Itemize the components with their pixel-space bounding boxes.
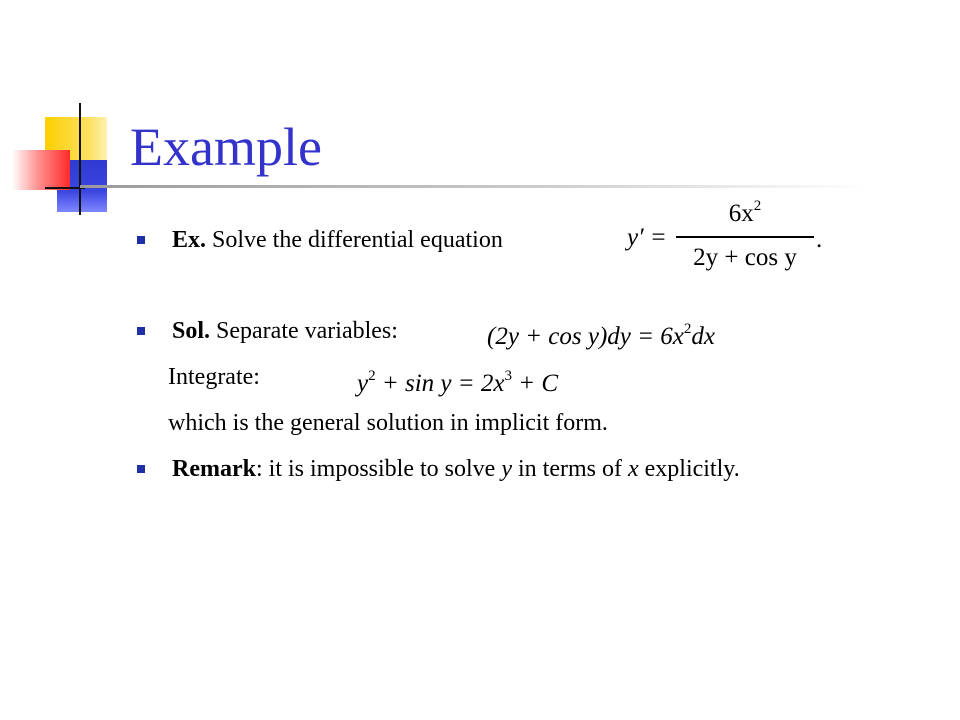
bullet-icon	[137, 236, 145, 244]
sol-label: Sol.	[172, 318, 211, 344]
deco-vertical-line	[79, 103, 81, 215]
general-solution-text: which is the general solution in implicit form.	[168, 410, 608, 436]
integrate-equation: $y^2 + \sin y = 2x^3 + C$	[357, 368, 559, 397]
ex-eq-numerator: $6x^2$	[728, 198, 762, 227]
sol-line	[172, 316, 398, 346]
ex-label: Ex.	[172, 227, 207, 253]
ex-line	[172, 225, 503, 255]
sol-equation: $(2y + \cos y)dy = 6x^2dx$	[487, 321, 715, 350]
deco-red-square	[12, 150, 70, 190]
ex-eq-lhs: y′ =	[627, 224, 667, 251]
bullet-icon	[137, 327, 145, 335]
integrate-text: Integrate:	[168, 364, 260, 390]
ex-eq-fraction-bar	[676, 236, 814, 238]
ex-text: Solve the differential equation	[212, 227, 503, 253]
ex-eq-period: .	[816, 226, 823, 253]
slide-title: Example	[130, 117, 322, 177]
title-decoration	[0, 0, 130, 230]
remark-line: Remark: it is impossible to solve y in terms of x explicitly.	[172, 456, 740, 482]
remark-label: Remark	[172, 456, 256, 482]
deco-horizontal-line	[45, 187, 85, 189]
bullet-icon	[137, 465, 145, 473]
sol-text: Separate variables:	[216, 318, 398, 344]
title-underline	[80, 185, 870, 188]
ex-eq-denominator: 2y + cos y	[693, 244, 797, 271]
